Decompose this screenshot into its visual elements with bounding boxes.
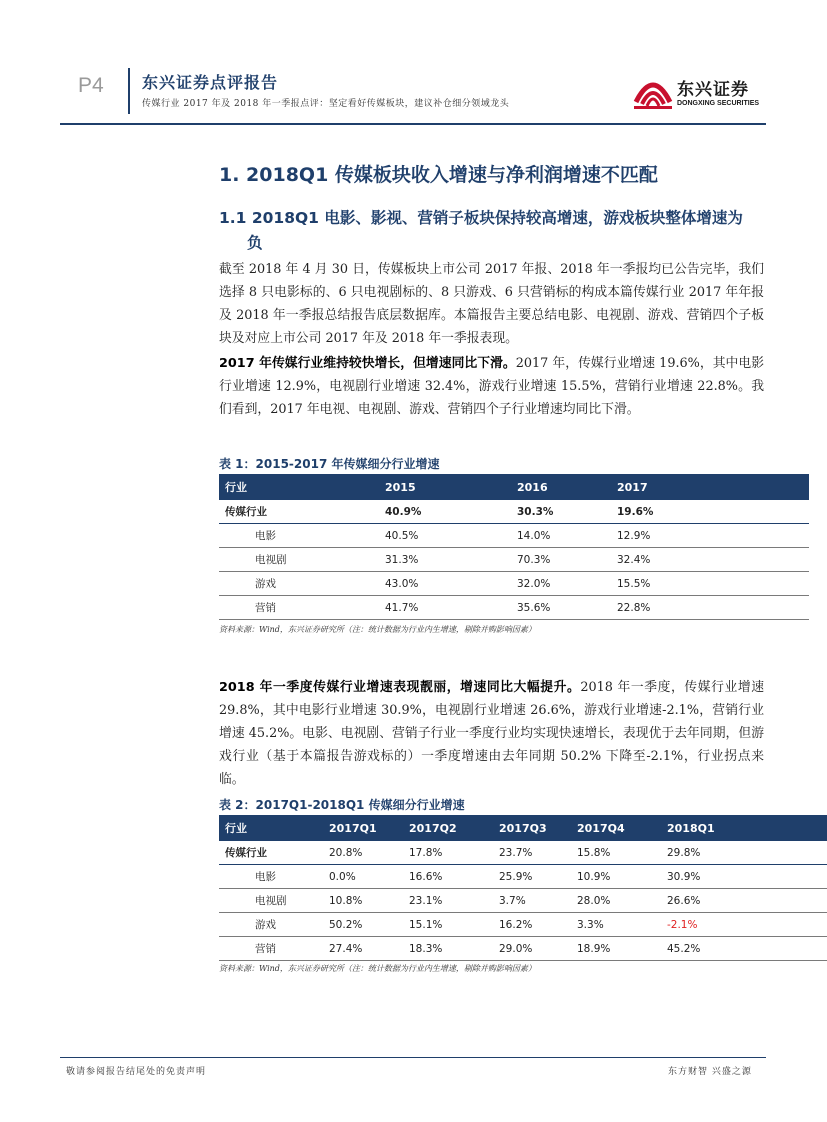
section-heading: 1. 2018Q1 传媒板块收入增速与净利润增速不匹配	[219, 164, 658, 186]
table-cell: 15.1%	[403, 913, 493, 937]
table-cell: 10.8%	[323, 889, 403, 913]
table-cell: 17.8%	[403, 841, 493, 865]
subsection-heading-line2: 负	[247, 234, 263, 252]
table-cell: 23.7%	[493, 841, 571, 865]
table-cell: 26.6%	[661, 889, 827, 913]
table-row	[219, 524, 809, 548]
table-row	[219, 937, 827, 961]
table-cell: 3.7%	[493, 889, 571, 913]
logo-english-name: DONGXING SECURITIES	[677, 100, 760, 107]
column-header: 行业	[219, 815, 323, 841]
paragraph-body: 2017 年，传媒行业增速 19.6%，其中电影行业增速 12.9%，电视剧行业增速 32.4%，游戏行业增速 15.5%，营销行业增速 22.8%。我们看到，2017 年电视、电视剧、游戏、营销四个子行业增速均同比下滑。	[219, 356, 764, 417]
table1-source-note: 资料来源：Wind，东兴证券研究所（注：统计数据为行业内生增速，剔除并购影响因素）	[219, 625, 536, 634]
disclaimer-note: 敬请参阅报告结尾处的免责声明	[66, 1067, 207, 1077]
table-row	[219, 889, 827, 913]
table-cell: 40.5%	[379, 524, 511, 548]
table-cell: 19.6%	[611, 500, 809, 524]
header-divider	[128, 68, 130, 114]
table-cell: 15.5%	[611, 572, 809, 596]
table2-source-note: 资料来源：Wind，东兴证券研究所（注：统计数据为行业内生增速，剔除并购影响因素）	[219, 964, 536, 973]
subsection-heading	[219, 206, 764, 256]
table-cell: 18.3%	[403, 937, 493, 961]
table-cell: 70.3%	[511, 548, 611, 572]
column-header: 2016	[511, 474, 611, 500]
negative-value-cell: -2.1%	[661, 913, 827, 937]
row-label: 传媒行业	[219, 841, 323, 865]
table-cell: 23.1%	[403, 889, 493, 913]
report-subtitle: 传媒行业 2017 年及 2018 年一季报点评：坚定看好传媒板块，建议补仓细分领域龙头	[142, 99, 510, 109]
column-header: 行业	[219, 474, 379, 500]
intro-paragraph: 截至 2018 年 4 月 30 日，传媒板块上市公司 2017 年报、2018 年一季报均已公告完毕，我们选择 8 只电影标的、6 只电视剧标的、8 只游戏、6 只营销标的构成本篇传媒行业 2017 年年报及 2018 年一季报总结报告底层数据库。本篇报告主要总结电影、电视剧、游戏、营销四个子板块及对应上市公司 2017 年及 2018 年一季报表现。	[219, 262, 764, 346]
paragraph-2018q1-summary	[219, 676, 764, 791]
company-logo	[632, 72, 762, 116]
row-label: 电影	[219, 865, 323, 889]
row-label: 电影	[219, 524, 379, 548]
page-number: P4	[78, 74, 104, 97]
table-cell: 12.9%	[611, 524, 809, 548]
table-cell: 28.0%	[571, 889, 661, 913]
table-cell: 0.0%	[323, 865, 403, 889]
table-header-row	[219, 474, 809, 500]
subsection-heading-line1: 1.1 2018Q1 电影、影视、营销子板块保持较高增速，游戏板块整体增速为	[219, 209, 743, 227]
table-cell: 22.8%	[611, 596, 809, 620]
paragraph-lead: 2018 年一季度传媒行业增速表现靓丽，增速同比大幅提升。	[219, 680, 581, 695]
logo-emblem-icon	[632, 72, 674, 112]
table-row	[219, 572, 809, 596]
table-row	[219, 548, 809, 572]
row-label: 电视剧	[219, 548, 379, 572]
table-row	[219, 841, 827, 865]
footer-rule	[60, 1057, 766, 1058]
table-cell: 43.0%	[379, 572, 511, 596]
row-label: 游戏	[219, 572, 379, 596]
table1-caption: 表 1：2015-2017 年传媒细分行业增速	[219, 457, 440, 471]
table-cell: 40.9%	[379, 500, 511, 524]
column-header: 2015	[379, 474, 511, 500]
row-label: 电视剧	[219, 889, 323, 913]
column-header: 2017Q1	[323, 815, 403, 841]
logo-name: 东兴证券	[677, 80, 749, 100]
column-header: 2018Q1	[661, 815, 827, 841]
table2-caption: 表 2：2017Q1-2018Q1 传媒细分行业增速	[219, 798, 465, 812]
table-cell: 45.2%	[661, 937, 827, 961]
table-cell: 20.8%	[323, 841, 403, 865]
table-cell: 18.9%	[571, 937, 661, 961]
column-header: 2017Q3	[493, 815, 571, 841]
column-header: 2017Q2	[403, 815, 493, 841]
row-label: 营销	[219, 596, 379, 620]
table-row	[219, 865, 827, 889]
table-cell: 32.0%	[511, 572, 611, 596]
table-industry-growth-2015-2017	[219, 474, 809, 620]
table-cell: 27.4%	[323, 937, 403, 961]
table-row	[219, 500, 809, 524]
table-cell: 30.9%	[661, 865, 827, 889]
table-cell: 10.9%	[571, 865, 661, 889]
row-label: 游戏	[219, 913, 323, 937]
report-title: 东兴证券点评报告	[142, 73, 279, 92]
row-label: 营销	[219, 937, 323, 961]
table-header-row	[219, 815, 827, 841]
table-cell: 25.9%	[493, 865, 571, 889]
table-cell: 32.4%	[611, 548, 809, 572]
table-cell: 16.6%	[403, 865, 493, 889]
row-label: 传媒行业	[219, 500, 379, 524]
column-header: 2017	[611, 474, 809, 500]
paragraph-2017-summary	[219, 352, 764, 421]
table-cell: 50.2%	[323, 913, 403, 937]
table-cell: 41.7%	[379, 596, 511, 620]
paragraph-lead: 2017 年传媒行业维持较快增长，但增速同比下滑。	[219, 356, 516, 371]
table-row	[219, 913, 827, 937]
table-cell: 29.8%	[661, 841, 827, 865]
table-cell: 31.3%	[379, 548, 511, 572]
table-cell: 14.0%	[511, 524, 611, 548]
table-quarterly-growth-2017q1-2018q1	[219, 815, 827, 961]
paragraph-body: 2018 年一季度，传媒行业增速 29.8%，其中电影行业增速 30.9%，电视剧行业增速 26.6%，游戏行业增速-2.1%，营销行业增速 45.2%。电影、电视剧、营销子行业一季度行业均实现快速增长，表现优于去年同期，但游戏行业（基于本篇报告游戏标的）一季度增速由去年同期 50.2% 下降至-2.1%，行业拐点来临。	[219, 680, 764, 787]
column-header: 2017Q4	[571, 815, 661, 841]
table-cell: 30.3%	[511, 500, 611, 524]
table-cell: 35.6%	[511, 596, 611, 620]
table-cell: 16.2%	[493, 913, 571, 937]
header-rule	[60, 123, 766, 125]
table-row	[219, 596, 809, 620]
table-cell: 3.3%	[571, 913, 661, 937]
company-slogan: 东方财智 兴盛之源	[668, 1067, 752, 1077]
table-cell: 15.8%	[571, 841, 661, 865]
table-cell: 29.0%	[493, 937, 571, 961]
